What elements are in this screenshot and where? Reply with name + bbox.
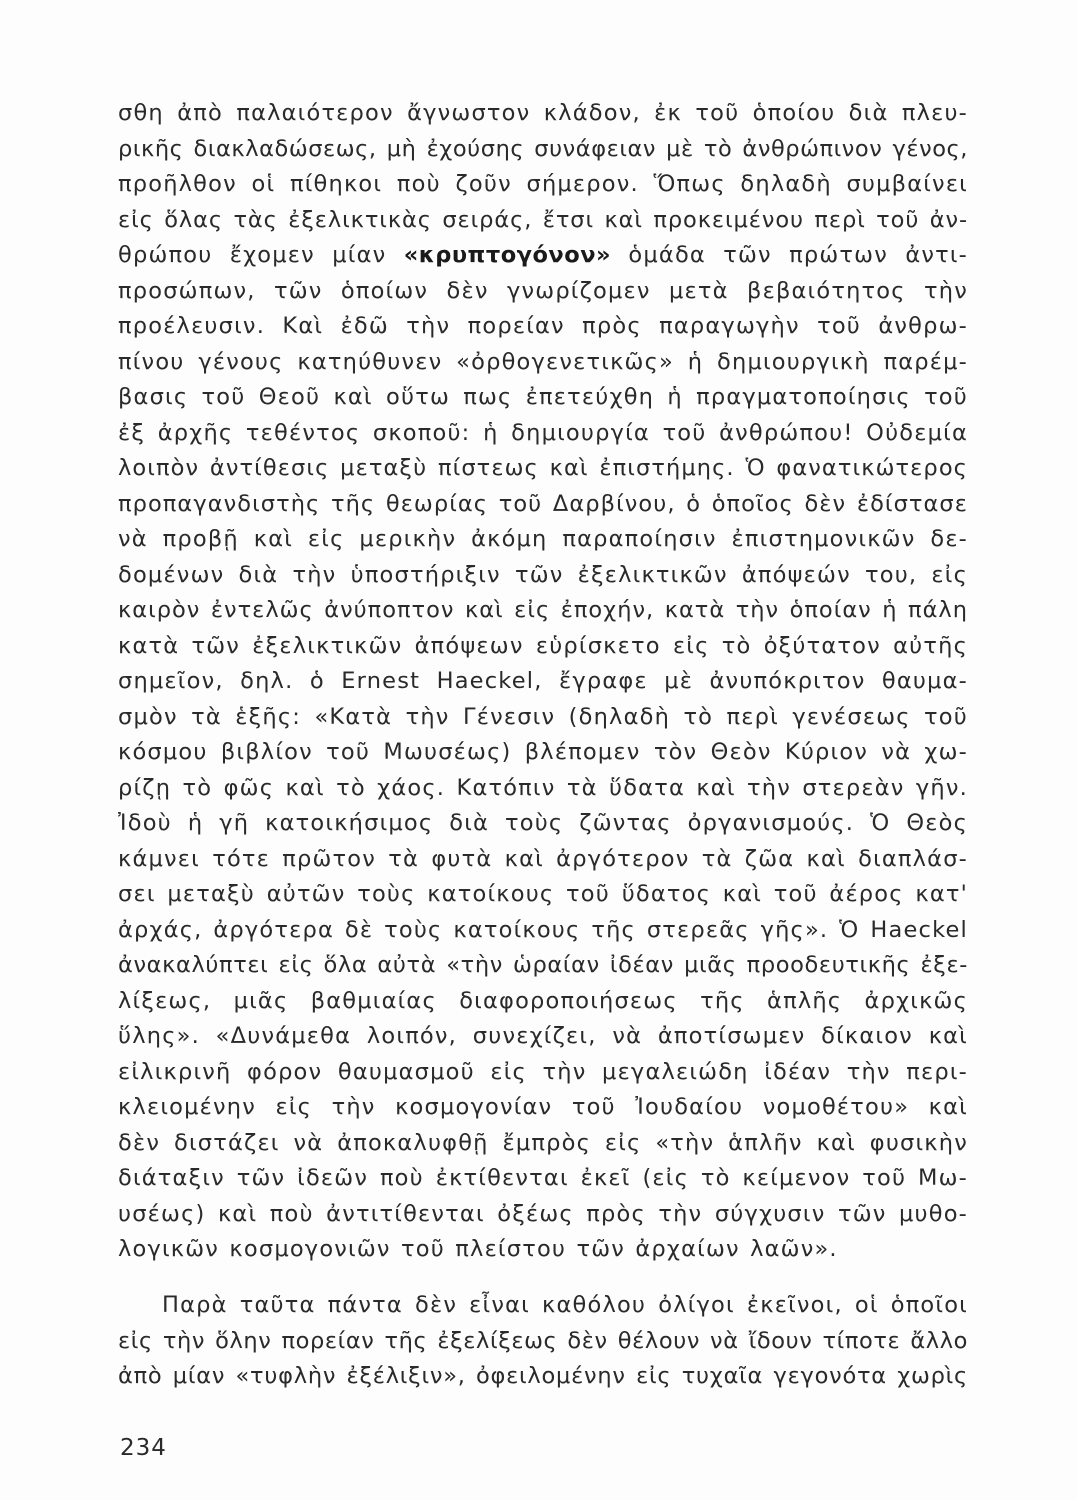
text-line: πίνου γένους κατηύθυνεν «ὀρθογενετικῶς» ἡ δημιουργικὴ παρέμ-: [118, 348, 968, 375]
text-line: διάταξιν τῶν ἰδεῶν ποὺ ἐκτίθενται ἐκεῖ (εἰς τὸ κείμενον τοῦ Μω-: [118, 1165, 968, 1191]
text-line: σθη ἀπὸ παλαιότερον ἄγνωστον κλάδον, ἐκ τοῦ ὁποίου διὰ πλευ-: [118, 100, 968, 126]
text-line: λογικῶν κοσμογονιῶν τοῦ πλείστου τῶν ἀρχαίων λαῶν».: [118, 1236, 838, 1262]
text-line: δὲν διστάζει νὰ ἀποκαλυφθῇ ἔμπρὸς εἰς «τὴν ἁπλῆν καὶ φυσικὴν: [118, 1129, 968, 1156]
text-line: προέλευσιν. Καὶ ἐδῶ τὴν πορείαν πρὸς παραγωγὴν τοῦ ἀνθρω-: [118, 313, 968, 339]
text-line: προῆλθον οἱ πίθηκοι ποὺ ζοῦν σήμερον. Ὅπως δηλαδὴ συμβαίνει: [118, 171, 968, 197]
text-line: ἀνακαλύπτει εἰς ὅλα αὐτὰ «τὴν ὡραίαν ἰδέαν μιᾶς προοδευτικῆς ἐξε-: [118, 952, 968, 978]
text-line: σημεῖον, δηλ. ὁ Ernest Haeckel, ἔγραφε μὲ ἀνυπόκριτον θαυμα-: [118, 668, 968, 694]
page-number: 234: [120, 1435, 167, 1461]
text-line: ἀρχάς, ἀργότερα δὲ τοὺς κατοίκους τῆς στερεᾶς γῆς». Ὁ Haeckel: [118, 916, 968, 943]
text-line: προσώπων, τῶν ὁποίων δὲν γνωρίζομεν μετὰ βεβαιότητος τὴν: [118, 277, 968, 304]
text-line: δομένων διὰ τὴν ὑποστήριξιν τῶν ἐξελικτικῶν ἀπόψεών του, εἰς: [118, 561, 968, 588]
bold-term: «κρυπτογόνον»: [403, 242, 612, 268]
text-line-with-bold: [118, 238, 968, 274]
text-line: Ἰδοὺ ἡ γῆ κατοικήσιμος διὰ τοὺς ζῶντας ὀργανισμούς. Ὁ Θεὸς: [118, 810, 968, 836]
text-segment: θρώπου ἔχομεν μίαν: [118, 242, 404, 268]
text-line: ρίζῃ τὸ φῶς καὶ τὸ χάος. Κατόπιν τὰ ὕδατα καὶ τὴν στερεὰν γῆν.: [118, 774, 968, 801]
text-line: νὰ προβῇ καὶ εἰς μερικὴν ἀκόμη παραποίησιν ἐπιστημονικῶν δε-: [118, 526, 968, 552]
text-line: εἰς ὅλας τὰς ἐξελικτικὰς σειράς, ἔτσι καὶ προκειμένου περὶ τοῦ ἀν-: [118, 206, 968, 233]
text-line: λοιπὸν ἀντίθεσις μεταξὺ πίστεως καὶ ἐπιστήμης. Ὁ φανατικώτερος: [118, 455, 968, 481]
text-line: εἰλικρινῆ φόρον θαυμασμοῦ εἰς τὴν μεγαλειώδη ἰδέαν τὴν περι-: [118, 1058, 968, 1085]
paragraph-main: [118, 96, 968, 1268]
text-line: λίξεως, μιᾶς βαθμιαίας διαφοροποιήσεως τῆς ἁπλῆς ἀρχικῶς: [118, 987, 968, 1014]
text-line: ὕλης». «Δυνάμεθα λοιπόν, συνεχίζει, νὰ ἀποτίσωμεν δίκαιον καὶ: [118, 1023, 968, 1049]
text-line: κλειομένην εἰς τὴν κοσμογονίαν τοῦ Ἰουδαίου νομοθέτου» καὶ: [118, 1094, 968, 1120]
text-line: κατὰ τῶν ἐξελικτικῶν ἀπόψεων εὑρίσκετο εἰς τὸ ὀξύτατον αὐτῆς: [118, 632, 968, 659]
text-line: καιρὸν ἐντελῶς ἀνύποπτον καὶ εἰς ἐποχήν, κατὰ τὴν ὁποίαν ἡ πάλη: [118, 597, 968, 623]
text-line: σμὸν τὰ ἑξῆς: «Κατὰ τὴν Γένεσιν (δηλαδὴ τὸ περὶ γενέσεως τοῦ: [118, 703, 968, 730]
text-line: βασις τοῦ Θεοῦ καὶ οὕτω πως ἐπετεύχθη ἡ πραγματοποίησις τοῦ: [118, 384, 968, 410]
text-line: ἐξ ἀρχῆς τεθέντος σκοποῦ: ἡ δημιουργία τοῦ ἀνθρώπου! Οὐδεμία: [118, 419, 968, 446]
text-line: σει μεταξὺ αὐτῶν τοὺς κατοίκους τοῦ ὕδατος καὶ τοῦ ἀέρος κατ': [118, 881, 968, 907]
text-line: υσέως) καὶ ποὺ ἀντιτίθενται ὀξέως πρὸς τὴν σύγχυσιν τῶν μυθο-: [118, 1200, 968, 1227]
text-line: Παρὰ ταῦτα πάντα δὲν εἶναι καθόλου ὀλίγοι ἐκεῖνοι, οἱ ὁποῖοι: [162, 1292, 968, 1318]
text-line: κόσμου βιβλίον τοῦ Μωυσέως) βλέπομεν τὸν Θεὸν Κύριον νὰ χω-: [118, 739, 968, 765]
text-line: εἰς τὴν ὅλην πορείαν τῆς ἐξελίξεως δὲν θέλουν νὰ ἴδουν τίποτε ἄλλο: [118, 1327, 968, 1354]
text-line: ἀπὸ μίαν «τυφλὴν ἐξέλιξιν», ὀφειλομένην εἰς τυχαῖα γεγονότα χωρὶς: [118, 1363, 968, 1389]
text-line: ρικῆς διακλαδώσεως, μὴ ἐχούσης συνάφειαν μὲ τὸ ἀνθρώπινον γένος,: [118, 135, 968, 162]
text-line: προπαγανδιστὴς τῆς θεωρίας τοῦ Δαρβίνου, ὁ ὁποῖος δὲν ἐδίστασε: [118, 490, 968, 517]
text-segment: ὁμάδα τῶν πρώτων ἀντι-: [611, 242, 968, 268]
paragraph-second: [118, 1288, 968, 1395]
text-line: κάμνει τότε πρῶτον τὰ φυτὰ καὶ ἀργότερον τὰ ζῶα καὶ διαπλάσ-: [118, 845, 968, 872]
